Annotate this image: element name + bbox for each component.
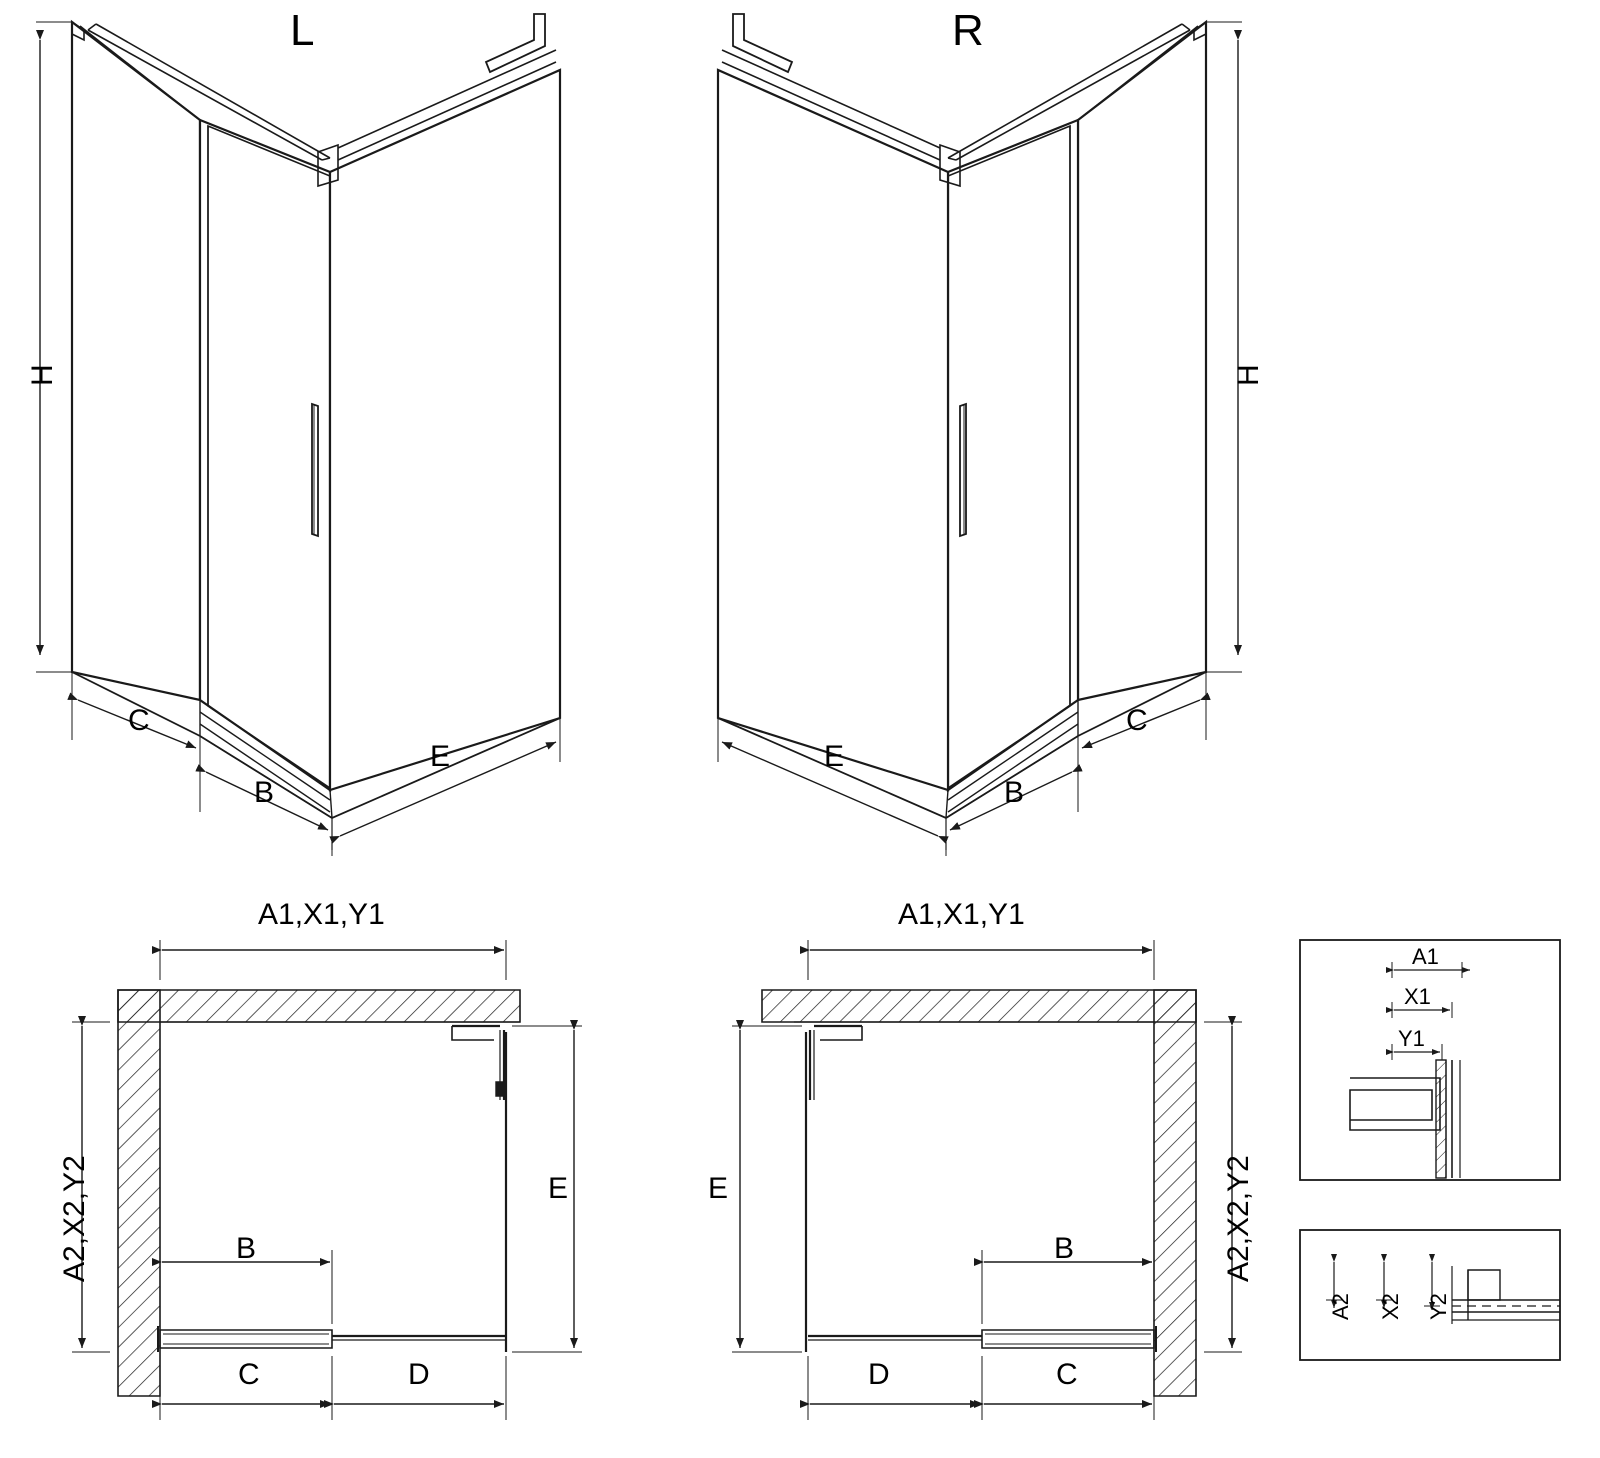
detail-top-a1-label: A1 [1412,944,1439,969]
detail-top-x1-label: X1 [1404,984,1431,1009]
iso-left-height-label: H [26,364,59,386]
plan-left-side-dim-label: A2,X2,Y2 [58,1155,91,1282]
plan-right-c-label: C [1056,1358,1078,1391]
iso-left-c-label: C [128,704,150,737]
plan-left-b-label: B [236,1232,257,1265]
plan-left-e-label: E [548,1172,569,1205]
plan-left-top-dim-label: A1,X1,Y1 [258,898,385,931]
iso-left-e-label: E [430,740,451,773]
detail-bottom-x2-label: X2 [1378,1293,1403,1320]
plan-right-side-dim-label: A2,X2,Y2 [1222,1155,1255,1282]
detail-top-y1-label: Y1 [1398,1026,1425,1051]
plan-right-e-label: E [708,1172,729,1205]
title-right: R [952,6,984,55]
detail-bottom-y2-label: Y2 [1426,1293,1451,1320]
detail-bottom-a2-label: A2 [1328,1293,1353,1320]
plan-right-b-label: B [1054,1232,1075,1265]
title-left: L [290,6,315,55]
iso-right-height-label: H [1232,364,1265,386]
iso-right-b-label: B [1004,776,1025,809]
iso-left-b-label: B [254,776,275,809]
plan-right-d-label: D [868,1358,890,1391]
iso-right-e-label: E [824,740,845,773]
iso-right-c-label: C [1126,704,1148,737]
plan-left-d-label: D [408,1358,430,1391]
plan-right-top-dim-label: A1,X1,Y1 [898,898,1025,931]
plan-left-c-label: C [238,1358,260,1391]
